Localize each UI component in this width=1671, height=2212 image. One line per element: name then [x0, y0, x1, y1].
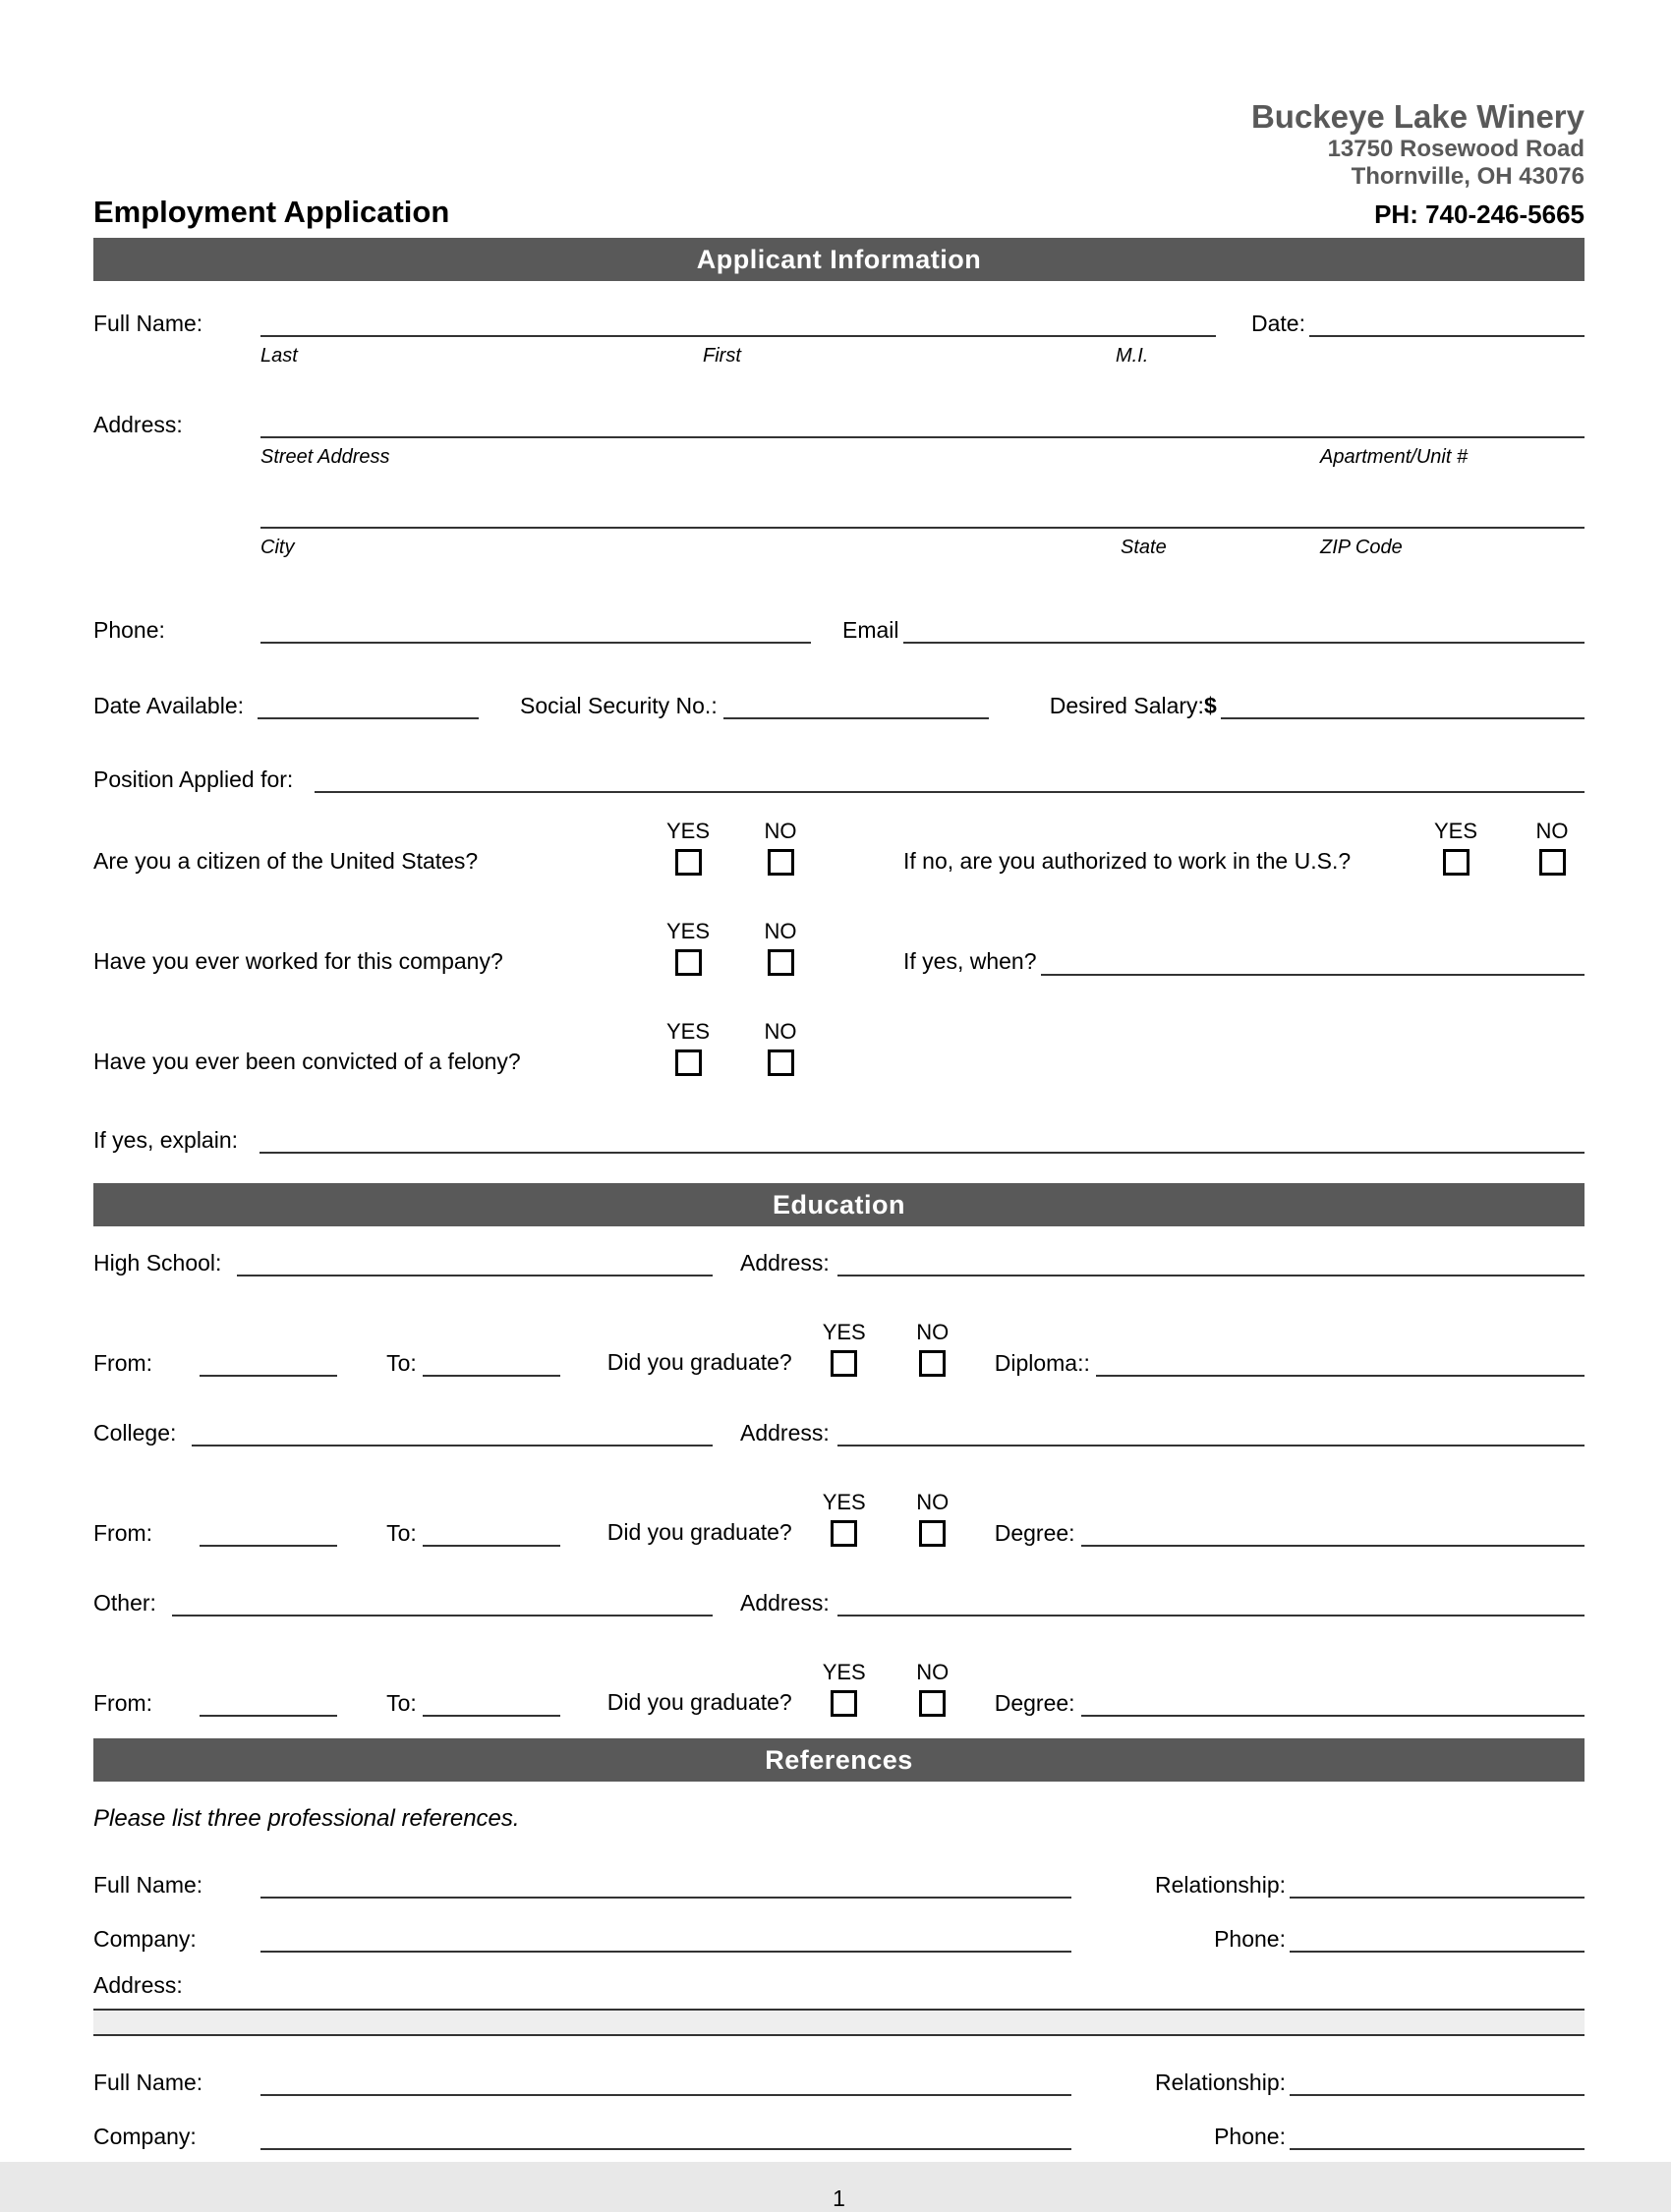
ref1-phone-input-line[interactable]: [1290, 1943, 1585, 1953]
company-phone: PH: 740-246-5665: [1374, 199, 1585, 229]
college-label: College:: [93, 1419, 177, 1446]
date-available-input-line[interactable]: [258, 709, 479, 719]
street-address-hint: Street Address: [260, 445, 390, 468]
yes-label: YES: [822, 1659, 866, 1684]
felony-no-option: [748, 1019, 813, 1076]
high-school-row: [93, 1250, 1585, 1276]
college-degree-label: Degree:: [994, 1519, 1075, 1546]
ref1-full-name-input-line[interactable]: [260, 1889, 1071, 1899]
graduate-label: Did you graduate?: [606, 1348, 792, 1375]
yes-label: YES: [665, 818, 711, 843]
if-yes-explain-label: If yes, explain:: [93, 1126, 239, 1153]
worked-no-checkbox[interactable]: [768, 949, 794, 976]
ref2-company-input-line[interactable]: [260, 2140, 1071, 2150]
hs-address-input-line[interactable]: [837, 1267, 1585, 1276]
address-row: [93, 412, 1585, 438]
position-label: Position Applied for:: [93, 766, 294, 792]
ref1-address-input-line-2[interactable]: [93, 2011, 1585, 2036]
references-intro: Please list three professional references.: [93, 1804, 520, 1832]
ref1-company-row: [93, 1926, 1585, 1953]
other-address-input-line[interactable]: [837, 1607, 1585, 1616]
other-school-row: [93, 1590, 1585, 1616]
phone-email-row: [93, 617, 1585, 644]
position-input-line[interactable]: [315, 783, 1585, 793]
no-label: NO: [764, 1018, 797, 1044]
full-name-row: [93, 311, 1585, 337]
college-from-input-line[interactable]: [200, 1537, 337, 1547]
explain-row: [93, 1127, 1585, 1154]
yes-label: YES: [1433, 818, 1478, 843]
if-yes-when-input-line[interactable]: [1041, 966, 1585, 976]
ref1-full-name-label: Full Name:: [93, 1871, 203, 1898]
other-from-input-line[interactable]: [200, 1707, 337, 1717]
company-header: [93, 98, 1585, 191]
ref1-address-input-line[interactable]: [93, 2001, 1585, 2011]
from-label: From:: [93, 1349, 153, 1376]
if-yes-when-label: If yes, when?: [903, 947, 1037, 974]
other-input-line[interactable]: [172, 1607, 713, 1616]
hs-from-input-line[interactable]: [200, 1367, 337, 1377]
authorized-question: If no, are you authorized to work in the U.S.?: [903, 847, 1352, 874]
section-education: Education: [93, 1183, 1585, 1226]
college-graduate-yes-option: [812, 1490, 877, 1547]
ref1-address-label: Address:: [93, 1971, 183, 1998]
college-to-input-line[interactable]: [423, 1537, 560, 1547]
to-label: To:: [386, 1349, 417, 1376]
other-graduate-no-option: [900, 1660, 965, 1717]
authorized-yes-option: [1423, 819, 1488, 876]
city-state-zip-input-line[interactable]: [260, 519, 1585, 529]
zip-hint: ZIP Code: [1320, 536, 1403, 558]
other-graduate-no-checkbox[interactable]: [919, 1690, 946, 1717]
to-label: To:: [386, 1519, 417, 1546]
section-applicant-information: Applicant Information: [93, 238, 1585, 281]
other-dates-row: [93, 1660, 1585, 1717]
citizen-no-checkbox[interactable]: [768, 849, 794, 876]
yes-label: YES: [665, 1018, 711, 1044]
yes-label: YES: [822, 1319, 866, 1344]
felony-yes-option: [656, 1019, 720, 1076]
to-label: To:: [386, 1689, 417, 1716]
middle-initial-hint: M.I.: [1116, 344, 1149, 367]
other-address-label: Address:: [740, 1589, 830, 1616]
citizen-question: Are you a citizen of the United States?: [93, 847, 479, 874]
no-label: NO: [1535, 818, 1569, 843]
diploma-label: Diploma::: [994, 1349, 1090, 1376]
street-hints: [260, 440, 1585, 472]
other-graduate-yes-option: [812, 1660, 877, 1717]
desired-salary-input-line[interactable]: [1221, 709, 1585, 719]
college-graduate-no-checkbox[interactable]: [919, 1520, 946, 1547]
other-label: Other:: [93, 1589, 156, 1616]
explain-input-line[interactable]: [259, 1144, 1585, 1154]
form-title: Employment Application: [93, 194, 450, 229]
city-hints: [260, 531, 1585, 562]
worked-question: Have you ever worked for this company?: [93, 947, 503, 974]
felony-question: Have you ever been convicted of a felony?: [93, 1048, 521, 1074]
yes-label: YES: [665, 918, 711, 943]
high-school-input-line[interactable]: [237, 1267, 713, 1276]
email-input-line[interactable]: [903, 634, 1585, 644]
phone-label: Phone:: [93, 616, 165, 643]
worked-yes-checkbox[interactable]: [675, 949, 702, 976]
ref1-name-row: [93, 1872, 1585, 1899]
college-address-label: Address:: [740, 1419, 830, 1446]
hs-graduate-yes-checkbox[interactable]: [831, 1350, 857, 1377]
street-address-input-line[interactable]: [260, 428, 1585, 438]
no-label: NO: [916, 1319, 950, 1344]
authorized-no-option: [1520, 819, 1585, 876]
ref1-company-label: Company:: [93, 1925, 197, 1952]
availability-row: [93, 693, 1585, 719]
ref2-phone-input-line[interactable]: [1290, 2140, 1585, 2150]
ref2-phone-label: Phone:: [1214, 2123, 1286, 2149]
ref2-name-row: [93, 2070, 1585, 2096]
full-name-input-line[interactable]: [260, 327, 1216, 337]
no-label: NO: [764, 818, 797, 843]
ref2-full-name-input-line[interactable]: [260, 2086, 1071, 2096]
company-street: 13750 Rosewood Road: [1327, 136, 1585, 163]
ref1-relationship-input-line[interactable]: [1290, 1889, 1585, 1899]
ssn-input-line[interactable]: [723, 709, 989, 719]
desired-salary-label: Desired Salary:: [1049, 692, 1204, 718]
felony-yes-checkbox[interactable]: [675, 1049, 702, 1076]
ref1-address-row: [93, 1972, 1585, 1999]
state-hint: State: [1121, 536, 1167, 558]
high-school-dates-row: [93, 1320, 1585, 1377]
phone-input-line[interactable]: [260, 634, 811, 644]
date-available-label: Date Available:: [93, 692, 245, 718]
from-label: From:: [93, 1689, 153, 1716]
other-degree-label: Degree:: [994, 1689, 1075, 1716]
citizen-yes-option: [656, 819, 720, 876]
graduate-label: Did you graduate?: [606, 1518, 792, 1545]
no-label: NO: [764, 918, 797, 943]
position-row: [93, 766, 1585, 793]
felony-no-checkbox[interactable]: [768, 1049, 794, 1076]
worked-yes-option: [656, 919, 720, 976]
ref2-full-name-label: Full Name:: [93, 2069, 203, 2095]
other-to-input-line[interactable]: [423, 1707, 560, 1717]
date-input-line[interactable]: [1309, 327, 1585, 337]
college-degree-input-line[interactable]: [1081, 1537, 1585, 1547]
first-name-hint: First: [703, 344, 741, 367]
dollar-sign: $: [1203, 692, 1217, 718]
worked-question-row: [93, 919, 1585, 976]
college-address-input-line[interactable]: [837, 1437, 1585, 1446]
full-name-label: Full Name:: [93, 310, 203, 336]
company-city-zip: Thornville, OH 43076: [1351, 163, 1585, 191]
from-label: From:: [93, 1519, 153, 1546]
page-number: 1: [833, 2184, 845, 2211]
felony-question-row: [93, 1019, 1585, 1076]
citizen-question-row: [93, 819, 1585, 876]
hs-diploma-input-line[interactable]: [1096, 1367, 1585, 1377]
yes-label: YES: [822, 1489, 866, 1514]
college-input-line[interactable]: [192, 1437, 713, 1446]
last-name-hint: Last: [260, 344, 298, 367]
ref2-relationship-input-line[interactable]: [1290, 2086, 1585, 2096]
hs-graduate-no-checkbox[interactable]: [919, 1350, 946, 1377]
other-graduate-yes-checkbox[interactable]: [831, 1690, 857, 1717]
email-label: Email: [842, 616, 899, 643]
authorized-no-checkbox[interactable]: [1539, 849, 1566, 876]
apartment-hint: Apartment/Unit #: [1320, 445, 1469, 468]
other-degree-input-line[interactable]: [1081, 1707, 1585, 1717]
college-row: [93, 1420, 1585, 1446]
ref1-relationship-label: Relationship:: [1155, 1871, 1286, 1898]
name-hints: [260, 339, 1585, 370]
company-name: Buckeye Lake Winery: [1250, 98, 1585, 135]
date-label: Date:: [1251, 310, 1305, 336]
ref2-relationship-label: Relationship:: [1155, 2069, 1286, 2095]
citizen-yes-checkbox[interactable]: [675, 849, 702, 876]
graduate-label: Did you graduate?: [606, 1688, 792, 1715]
college-dates-row: [93, 1490, 1585, 1547]
city-row: [93, 519, 1585, 529]
high-school-label: High School:: [93, 1249, 222, 1276]
no-label: NO: [916, 1489, 950, 1514]
college-graduate-no-option: [900, 1490, 965, 1547]
ref2-company-label: Company:: [93, 2123, 197, 2149]
hs-graduate-no-option: [900, 1320, 965, 1377]
ref1-company-input-line[interactable]: [260, 1943, 1071, 1953]
citizen-no-option: [748, 819, 813, 876]
worked-no-option: [748, 919, 813, 976]
ref1-phone-label: Phone:: [1214, 1925, 1286, 1952]
authorized-yes-checkbox[interactable]: [1443, 849, 1469, 876]
college-graduate-yes-checkbox[interactable]: [831, 1520, 857, 1547]
city-hint: City: [260, 536, 295, 558]
ref2-company-row: [93, 2124, 1585, 2150]
section-references: References: [93, 1738, 1585, 1782]
ssn-label: Social Security No.:: [520, 692, 718, 718]
hs-address-label: Address:: [740, 1249, 830, 1276]
address-label: Address:: [93, 411, 183, 437]
hs-graduate-yes-option: [812, 1320, 877, 1377]
no-label: NO: [916, 1659, 950, 1684]
hs-to-input-line[interactable]: [423, 1367, 560, 1377]
title-row: [93, 195, 1585, 230]
